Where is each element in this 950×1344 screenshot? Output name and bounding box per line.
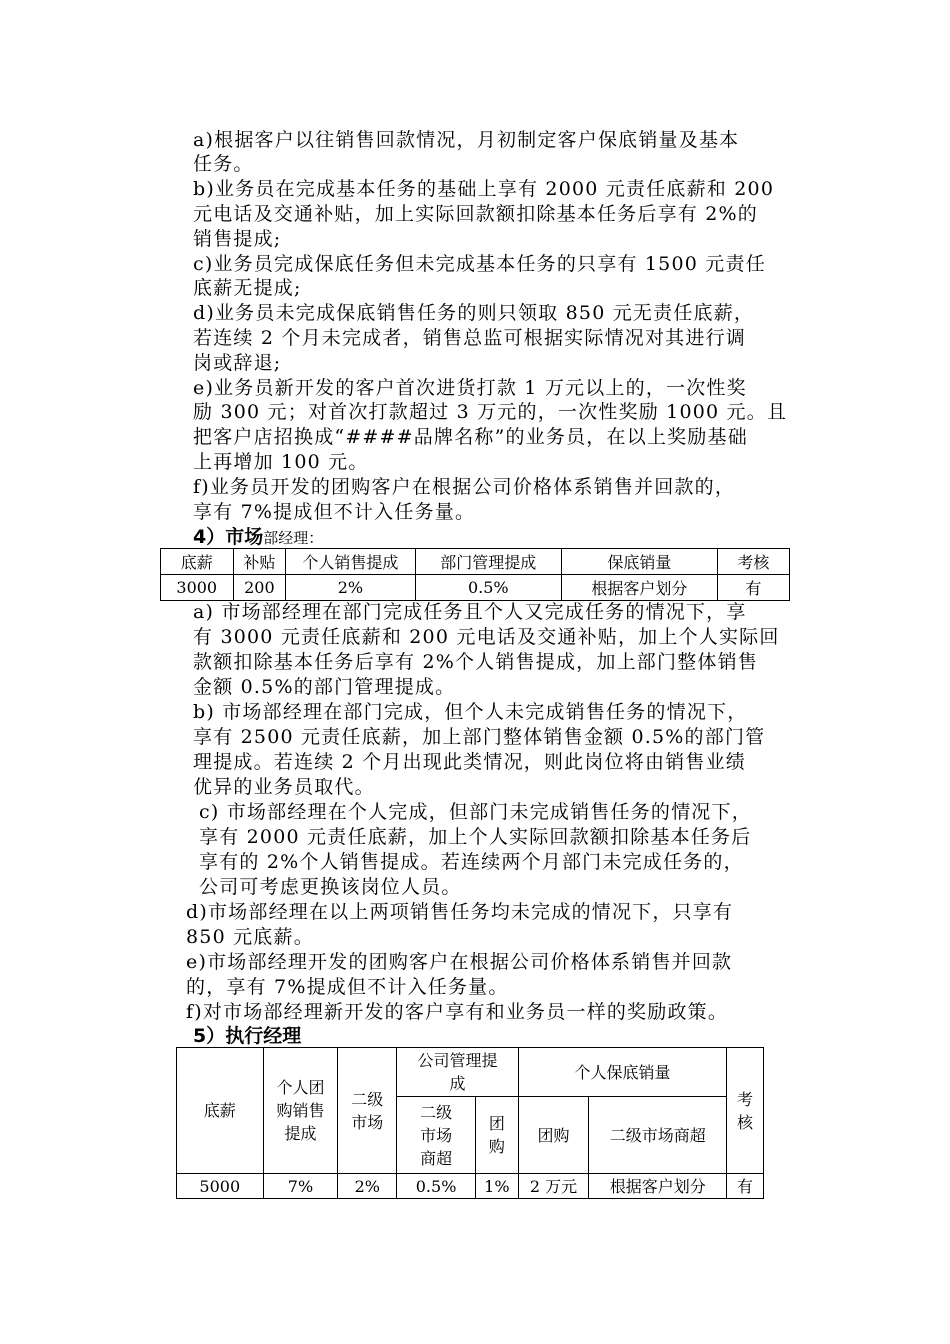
executive-manager-table (176, 1047, 764, 1199)
text-line: 款额扣除基本任务后享有 2%个人销售提成，加上部门整体销售 (193, 651, 758, 673)
text-line: f)对市场部经理新开发的客户享有和业务员一样的奖励政策。 (186, 1001, 729, 1023)
text-line: 岗或辞退; (193, 352, 282, 374)
heading-small: 部经理： (263, 529, 324, 547)
text-line: 励 300 元；对首次打款超过 3 万元的，一次性奖励 1000 元。且 (193, 401, 788, 423)
text-line: 上再增加 100 元。 (193, 451, 369, 473)
text-line: 公司可考虑更换该岗位人员。 (199, 876, 462, 898)
table-row (177, 1174, 764, 1199)
text-line: e)业务员新开发的客户首次进货打款 1 万元以上的，一次性奖 (193, 377, 747, 399)
text-line: 850 元底薪。 (186, 926, 314, 948)
table-header-cell: 补贴 (233, 549, 286, 575)
text-line: 享有 7%提成但不计入任务量。 (193, 501, 476, 523)
section-heading-market-manager (193, 524, 323, 551)
text-line: e)市场部经理开发的团购客户在根据公司价格体系销售并回款 (186, 951, 733, 973)
text-line: 享有的 2%个人销售提成。若连续两个月部门未完成任务的， (199, 851, 744, 873)
table-cell: 2% (286, 575, 415, 601)
text-line: 若连续 2 个月未完成者，销售总监可根据实际情况对其进行调 (193, 327, 746, 349)
table-header-cell: 考核 (717, 549, 789, 575)
header-text: 团购 (488, 1114, 505, 1156)
table-header-cell (397, 1048, 519, 1097)
text-line: 任务。 (193, 153, 254, 175)
table-header-cell: 团购 (518, 1097, 588, 1174)
header-text: 二级市场 (351, 1089, 384, 1132)
table-header-cell: 个人保底销量 (518, 1048, 726, 1097)
text-line: c)业务员完成保底任务但未完成基本任务的只享有 1500 元责任 (193, 253, 766, 275)
table-header-cell (727, 1048, 764, 1174)
text-line: 优异的业务员取代。 (193, 776, 375, 798)
table-header-cell (263, 1048, 338, 1174)
header-text: 个人团购销售提成 (276, 1078, 325, 1143)
text-line: 理提成。若连续 2 个月出现此类情况，则此岗位将由销售业绩 (193, 751, 746, 773)
table-header-cell (397, 1097, 476, 1174)
table-cell: 3000 (161, 575, 234, 601)
table-cell: 2% (338, 1174, 397, 1199)
text-line: c) 市场部经理在个人完成，但部门未完成销售任务的情况下， (199, 801, 752, 823)
table-cell: 0.5% (415, 575, 561, 601)
table-cell: 7% (263, 1174, 338, 1199)
table-cell: 根据客户划分 (589, 1174, 727, 1199)
header-text: 二级市场商超 (420, 1102, 453, 1168)
text-line: a) 市场部经理在部门完成任务且个人又完成任务的情况下，享 (193, 601, 747, 623)
text-line: 享有 2500 元责任底薪，加上部门整体销售金额 0.5%的部门管 (193, 726, 766, 748)
table-cell: 2 万元 (518, 1174, 588, 1199)
text-line: 享有 2000 元责任底薪，加上个人实际回款额扣除基本任务后 (199, 826, 752, 848)
table-header-cell (338, 1048, 397, 1174)
table-cell: 根据客户划分 (561, 575, 717, 601)
table-row (161, 575, 790, 601)
text-line: 金额 0.5%的部门管理提成。 (193, 676, 456, 698)
table-header-cell: 部门管理提成 (415, 549, 561, 575)
header-text: 考核 (737, 1089, 754, 1132)
text-line: 的，享有 7%提成但不计入任务量。 (186, 976, 509, 998)
table-header-cell: 底薪 (177, 1048, 264, 1174)
text-line: d)市场部经理在以上两项销售任务均未完成的情况下，只享有 (186, 901, 734, 923)
text-line: b) 市场部经理在部门完成，但个人未完成销售任务的情况下， (193, 701, 748, 723)
text-line: f)业务员开发的团购客户在根据公司价格体系销售并回款的， (193, 476, 736, 498)
text-line: 元电话及交通补贴，加上实际回款额扣除基本任务后享有 2%的 (193, 203, 758, 225)
table-cell: 有 (717, 575, 789, 601)
table-cell: 1% (475, 1174, 518, 1199)
table-header-cell (475, 1097, 518, 1174)
table-header-row (161, 549, 790, 575)
text-line: 把客户店招换成“####品牌名称”的业务员，在以上奖励基础 (193, 426, 748, 448)
header-text: 公司管理提成 (417, 1051, 498, 1093)
table-header-cell: 保底销量 (561, 549, 717, 575)
table-header-cell: 个人销售提成 (286, 549, 415, 575)
table-cell: 有 (727, 1174, 764, 1199)
table-cell: 5000 (177, 1174, 264, 1199)
text-line: b)业务员在完成基本任务的基础上享有 2000 元责任底薪和 200 (193, 178, 775, 200)
text-line: 底薪无提成; (193, 277, 302, 299)
market-manager-table (160, 548, 790, 601)
text-line: 销售提成; (193, 228, 282, 250)
table-header-cell: 二级市场商超 (589, 1097, 727, 1174)
heading-bold: 4）市场 (193, 526, 264, 548)
text-line: d)业务员未完成保底销售任务的则只领取 850 元无责任底薪， (193, 302, 755, 324)
text-line: a)根据客户以往销售回款情况，月初制定客户保底销量及基本 (193, 129, 740, 151)
section-heading-executive-manager: 5）执行经理 (193, 1025, 302, 1047)
table-cell: 0.5% (397, 1174, 476, 1199)
table-cell: 200 (233, 575, 286, 601)
text-line: 有 3000 元责任底薪和 200 元电话及交通补贴，加上个人实际回 (193, 626, 780, 648)
table-header-row (177, 1048, 764, 1097)
table-header-cell: 底薪 (161, 549, 234, 575)
